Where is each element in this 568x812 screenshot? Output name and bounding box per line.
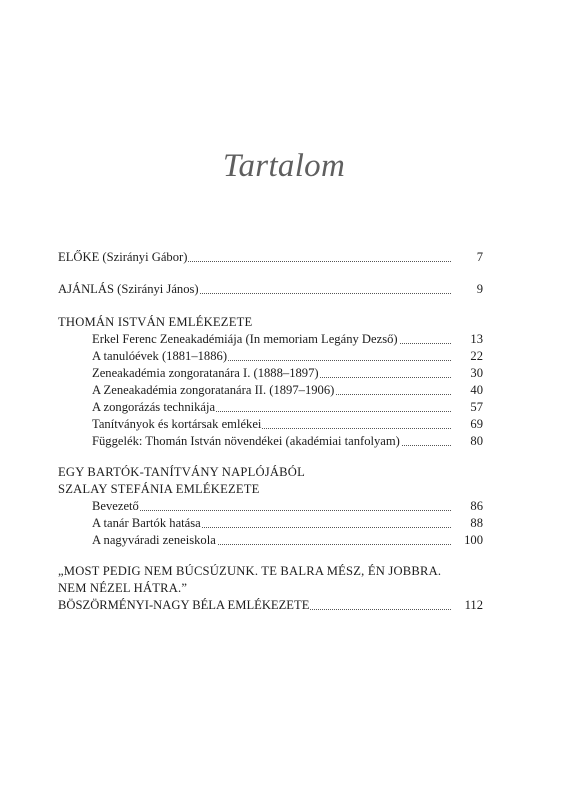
toc-entry-label: ELŐKE (Szirányi Gábor) xyxy=(58,250,188,264)
toc-entry[interactable] xyxy=(58,348,483,365)
toc-entry-page: 7 xyxy=(476,250,483,264)
toc-entry-page: 88 xyxy=(470,516,483,530)
toc-entry[interactable] xyxy=(58,498,483,515)
toc-entry[interactable] xyxy=(58,515,483,532)
page-title: Tartalom xyxy=(222,148,346,184)
toc-entry-boszormenyi[interactable] xyxy=(58,597,483,614)
section-heading-bartok: EGY BARTÓK-TANÍTVÁNY NAPLÓJÁBÓL xyxy=(58,465,305,479)
toc-entry-label: AJÁNLÁS (Szirányi János) xyxy=(58,282,199,296)
section-heading-thoman: THOMÁN ISTVÁN EMLÉKEZETE xyxy=(58,315,253,329)
toc-entry-page: 40 xyxy=(470,383,483,397)
toc-entry-label: Erkel Ferenc Zeneakadémiája (In memoriam Legány Dezső) xyxy=(92,332,398,346)
toc-entry-page: 57 xyxy=(470,400,483,414)
section-heading-quote-line1: „MOST PEDIG NEM BÚCSÚZUNK. TE BALRA MÉSZ, ÉN JOBBRA. xyxy=(58,564,442,578)
toc-entry[interactable] xyxy=(58,365,483,382)
toc-entry-page: 100 xyxy=(464,533,483,547)
section-subheading-szalay: SZALAY STEFÁNIA EMLÉKEZETE xyxy=(58,482,260,496)
toc-entry[interactable] xyxy=(58,416,483,433)
toc-entry-page: 86 xyxy=(470,499,483,513)
toc-entry-label: A nagyváradi zeneiskola xyxy=(92,533,216,547)
toc-entry-page: 22 xyxy=(470,349,483,363)
toc-entry[interactable] xyxy=(58,382,483,399)
section-heading-quote-line2: NEM NÉZEL HÁTRA.” xyxy=(58,581,188,595)
toc-entry-label: Bevezető xyxy=(92,499,139,513)
toc-entry-label: A Zeneakadémia zongoratanára II. (1897–1906) xyxy=(92,383,335,397)
toc-entry-page: 112 xyxy=(464,598,483,612)
toc-entry-label: A tanulóévek (1881–1886) xyxy=(92,349,228,363)
toc-entry-label: BÖSZÖRMÉNYI-NAGY BÉLA EMLÉKEZETE xyxy=(58,598,310,612)
toc-entry-label: Tanítványok és kortársak emlékei xyxy=(92,417,262,431)
toc-entry[interactable] xyxy=(58,532,483,549)
toc-entry-eloke[interactable] xyxy=(58,249,483,266)
toc-entry-label: Függelék: Thomán István növendékei (akadémiai tanfolyam) xyxy=(92,434,400,448)
toc-entry-ajanlas[interactable] xyxy=(58,281,483,298)
toc-entry-label: Zeneakadémia zongoratanára I. (1888–1897) xyxy=(92,366,319,380)
toc-entry-label: A zongorázás technikája xyxy=(92,400,216,414)
toc-entry-page: 30 xyxy=(470,366,483,380)
toc-entry[interactable] xyxy=(58,399,483,416)
toc-entry[interactable] xyxy=(58,433,483,450)
toc-entry-page: 13 xyxy=(470,332,483,346)
toc-entry-label: A tanár Bartók hatása xyxy=(92,516,201,530)
toc-entry-page: 69 xyxy=(470,417,483,431)
toc-entry-page: 9 xyxy=(476,282,483,296)
toc-entry[interactable] xyxy=(58,331,483,348)
toc-entry-page: 80 xyxy=(470,434,483,448)
